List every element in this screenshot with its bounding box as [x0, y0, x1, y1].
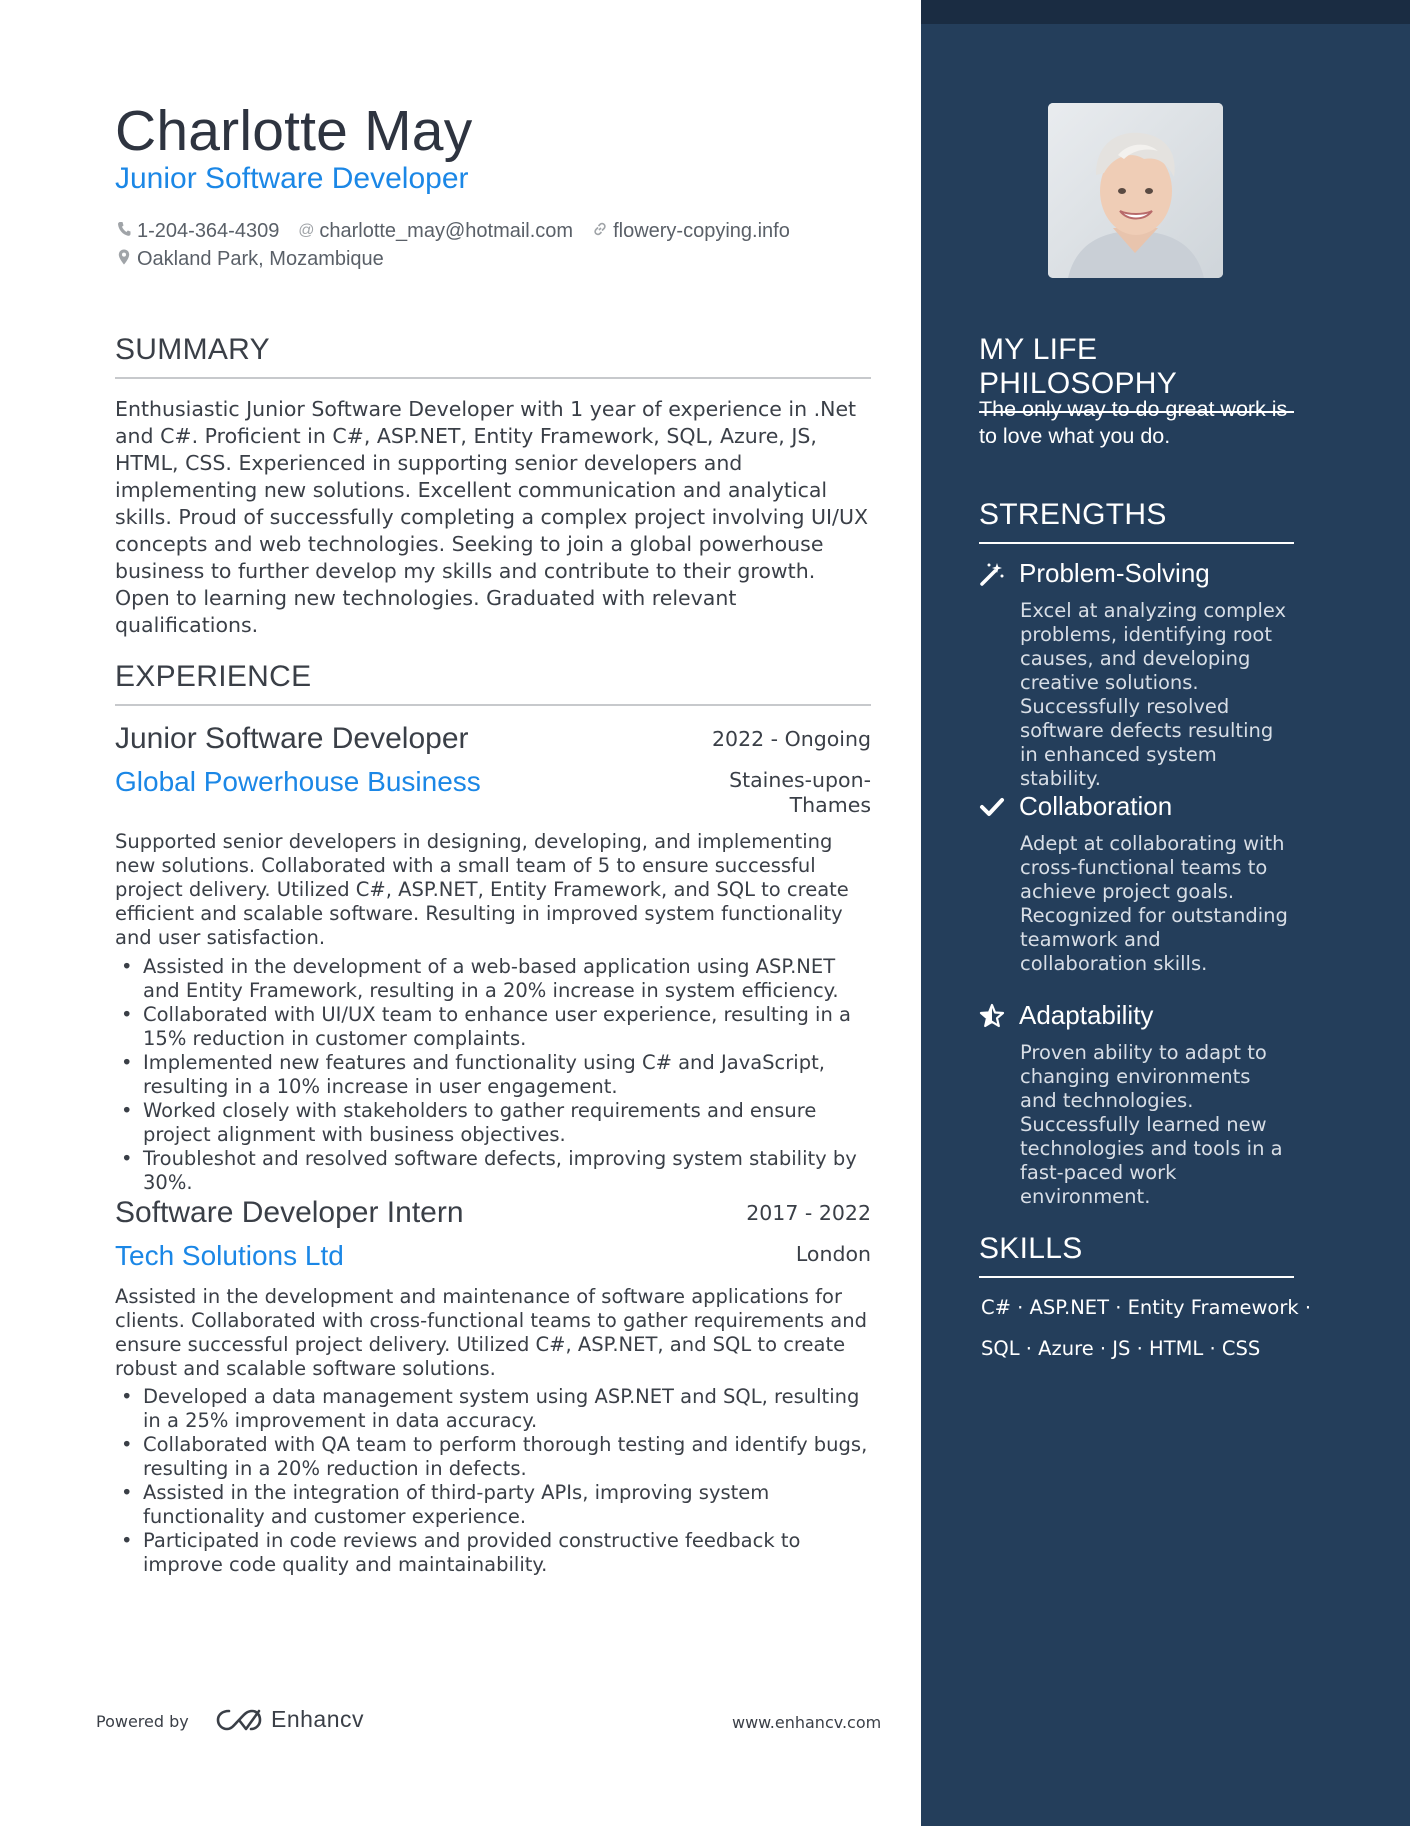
job-company: Global Powerhouse Business [115, 766, 481, 797]
job-title: Software Developer Intern [115, 1196, 464, 1229]
phone-contact[interactable] [115, 220, 279, 243]
sidebar [921, 0, 1410, 1826]
bullet-item: • Assisted in the integration of third-party APIs, improving system functionality and customer experience. [115, 1481, 875, 1529]
philosophy-heading: MY LIFE PHILOSOPHY [979, 333, 1294, 413]
star-icon [979, 1003, 1005, 1029]
job-company: Tech Solutions Ltd [115, 1240, 344, 1271]
job-location: Staines-upon-Thames [729, 768, 871, 817]
phone-text: 1-204-364-4309 [137, 219, 280, 242]
job-description: Supported senior developers in designing, developing, and implementing new solutions. Collaborated with a small team of 5 to ensure successful project delivery. Utilized C#, ASP.NET, Entity Framework, and SQL to create efficient and scalable software. Resulting in improved system functionality and user satisfaction. [115, 830, 849, 949]
website-text: flowery-copying.info [613, 219, 790, 242]
candidate-role: Junior Software Developer [115, 162, 469, 195]
at-sign-icon: @ [298, 222, 315, 239]
job-bullets [115, 1385, 875, 1577]
enhancv-logo[interactable] [215, 1706, 364, 1733]
phone-icon [115, 221, 133, 242]
job-dates: 2022 - Ongoing [712, 727, 871, 751]
strength-description: Adept at collaborating with cross-functional teams to achieve project goals. Recognized for outstanding teamwork and collaboration skills. [1020, 832, 1288, 975]
magic-wand-icon [979, 561, 1005, 587]
strength-title-row [979, 1000, 1153, 1031]
experience-heading: EXPERIENCE [115, 660, 871, 706]
strength-title-row [979, 558, 1210, 589]
bullet-item: • Collaborated with UI/UX team to enhance user experience, resulting in a 15% reduction in customer complaints. [115, 1003, 875, 1051]
location-contact [115, 248, 384, 271]
strength-title: Problem-Solving [1019, 558, 1210, 588]
email-contact[interactable] [297, 220, 573, 243]
job-description: Assisted in the development and maintenance of software applications for clients. Collaborated with cross-functional teams to gather requirements and ensure successful project delivery. Utilized C#, ASP.NET, and SQL to create robust and scalable software solutions. [115, 1285, 867, 1380]
job-location: London [795, 1242, 871, 1266]
sidebar-top-bar [921, 0, 1410, 24]
bullet-item: • Developed a data management system using ASP.NET and SQL, resulting in a 25% improvement in data accuracy. [115, 1385, 875, 1433]
skills-list-line-2: SQL · Azure · JS · HTML · CSS [981, 1337, 1261, 1360]
link-icon [591, 221, 609, 242]
location-pin-icon [115, 249, 133, 270]
job-dates: 2017 - 2022 [746, 1201, 871, 1225]
summary-heading: SUMMARY [115, 333, 871, 379]
bullet-item: • Collaborated with QA team to perform thorough testing and identify bugs, resulting in a 20% reduction in defects. [115, 1433, 875, 1481]
bullet-item: • Worked closely with stakeholders to gather requirements and ensure project alignment with business objectives. [115, 1099, 875, 1147]
footer-url[interactable]: www.enhancv.com [732, 1713, 882, 1732]
website-contact[interactable] [591, 220, 790, 243]
candidate-name: Charlotte May [115, 99, 473, 163]
email-text: charlotte_may@hotmail.com [319, 219, 574, 242]
job-bullets [115, 955, 875, 1195]
summary-text: Enthusiastic Junior Software Developer with 1 year of experience in .Net and C#. Proficient in C#, ASP.NET, Entity Framework, SQL, Azure, JS, HTML, CSS. Experienced in supporting senior developers and implementing new solutions. Excellent communication and analytical skills. Proud of successfully completing a complex project involving UI/UX concepts and web technologies. Seeking to join a global powerhouse business to further develop my skills and contribute to their growth. Open to learning new technologies. Graduated with relevant qualifications. [115, 397, 869, 637]
contact-info [115, 217, 871, 273]
bullet-item: • Implemented new features and functionality using C# and JavaScript, resulting in a 10% increase in user engagement. [115, 1051, 875, 1099]
bullet-item: • Participated in code reviews and provided constructive feedback to improve code quality and maintainability. [115, 1529, 875, 1577]
enhancv-brand-text: Enhancv [271, 1706, 365, 1732]
job-title: Junior Software Developer [115, 722, 469, 755]
skills-list-line-1: C# · ASP.NET · Entity Framework · [981, 1296, 1312, 1319]
bullet-item: • Assisted in the development of a web-based application using ASP.NET and Entity Framework, resulting in a 20% increase in system efficiency. [115, 955, 875, 1003]
profile-photo [1048, 103, 1223, 278]
enhancv-logo-icon [215, 1707, 263, 1733]
skills-heading: SKILLS [979, 1232, 1294, 1278]
strengths-heading: STRENGTHS [979, 498, 1294, 544]
strength-title-row [979, 791, 1172, 822]
strength-title: Collaboration [1019, 791, 1173, 821]
location-text: Oakland Park, Mozambique [137, 247, 384, 270]
checkmark-icon [979, 794, 1005, 820]
strength-description: Proven ability to adapt to changing environments and technologies. Successfully learned new technologies and tools in a fast-paced work environment. [1020, 1041, 1283, 1208]
powered-by-label: Powered by [96, 1712, 189, 1731]
bullet-item: • Troubleshot and resolved software defects, improving system stability by 30%. [115, 1147, 875, 1195]
philosophy-text: The only way to do great work is to love what you do. [979, 397, 1288, 448]
strength-title: Adaptability [1019, 1000, 1154, 1030]
strength-description: Excel at analyzing complex problems, identifying root causes, and developing creative solutions. Successfully resolved software defects resulting in enhanced system stability. [1020, 599, 1287, 790]
